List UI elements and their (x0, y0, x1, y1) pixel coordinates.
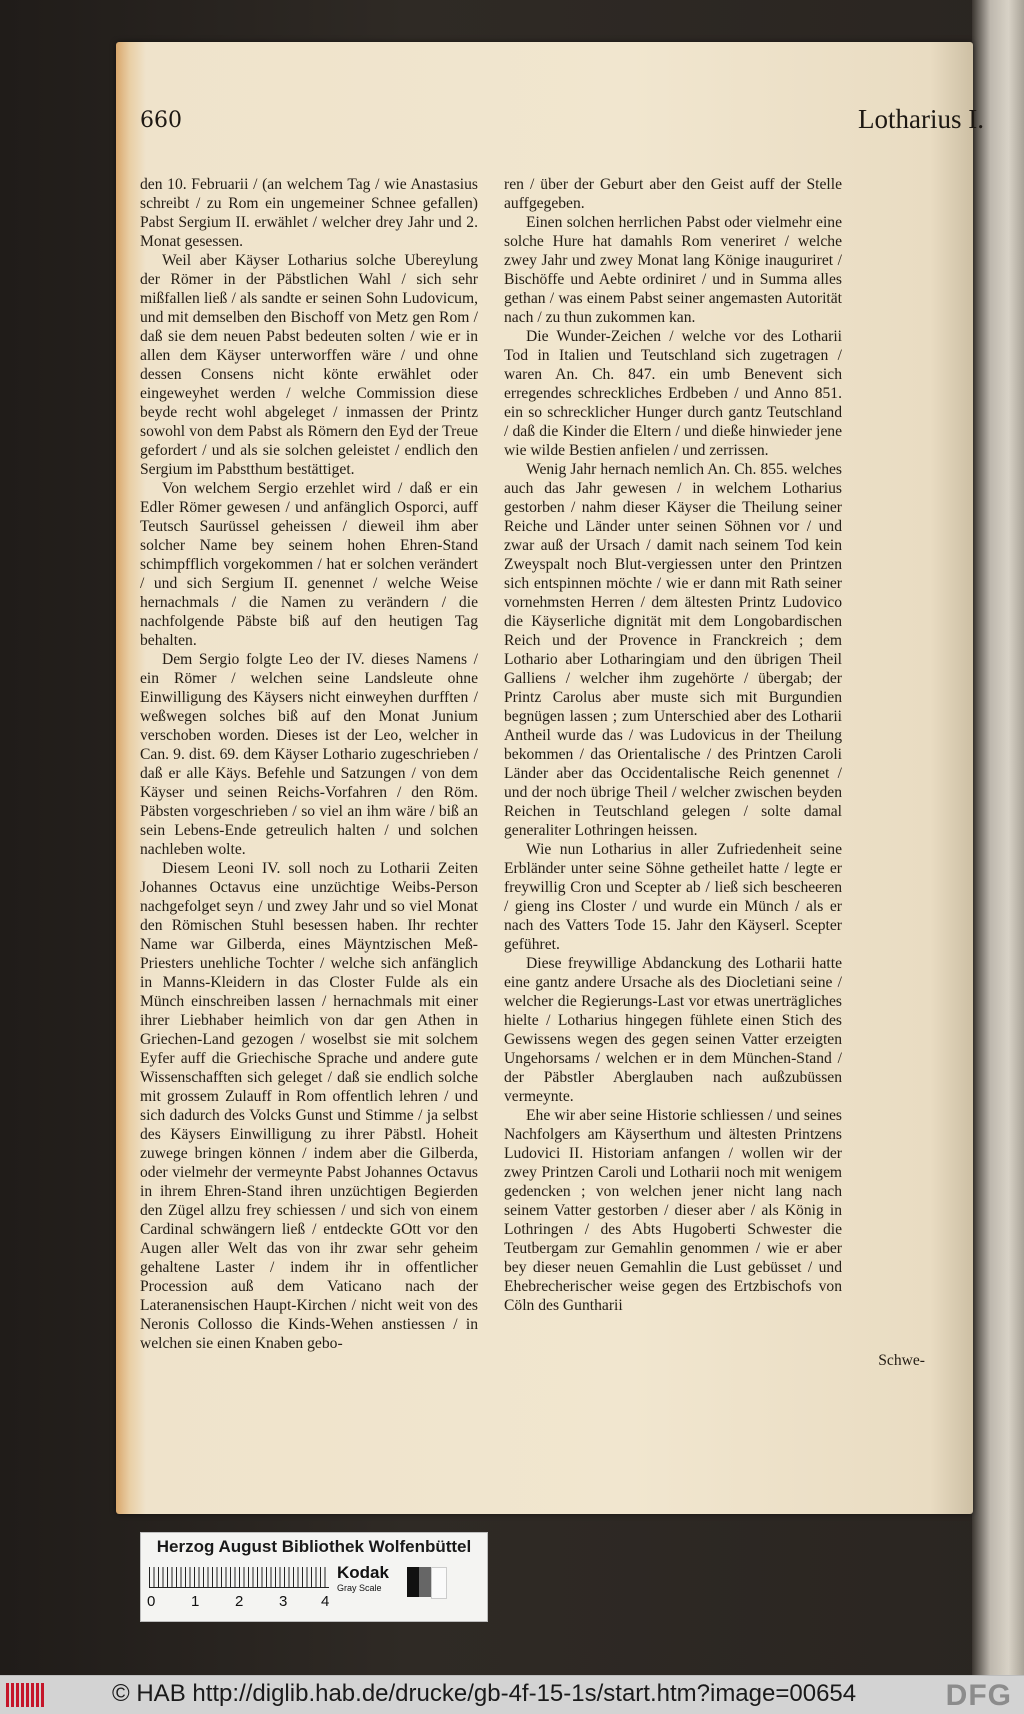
footer-copyright-link[interactable]: © HAB http://diglib.hab.de/drucke/gb-4f-15-1s/start.htm?image=00654 (112, 1680, 857, 1707)
paragraph: Weil aber Käyser Lotharius solche Ubereylung der Römer in der Päbstlichen Wahl / sich sehr mißfallen ließ / als sandte er seinen Sohn Ludovicum, und mit demselben den Bischoff von Metz gen Rom / daß sie dem neuen Pabst bedeuten solten / wie er in allen dem Käyser unterworffen wäre / und ohne dessen Consens nicht könte erwählet oder eingeweyhet werden / welche Commission diese beyde recht wohl abgeleget / inmassen der Printz sowohl von dem Pabst als Römern den Eyd der Treue gefordert / und als sie solchen geleistet / endlich den Sergium im Pabstthum bestättiget. (140, 252, 478, 478)
book-spine-edge (972, 0, 1024, 1675)
right-column (504, 175, 842, 1315)
gray-patch-white (431, 1567, 447, 1599)
left-column (140, 175, 478, 1353)
paragraph: Diese freywillige Abdanckung des Lotharii hatte eine gantz andere Ursache als des Diocletiani seine / welcher die Regierungs-Last vor etwas unerträgliches hielte / Lotharius hingegen fühlete einen Stich des Gewissens wegen des gegen seinen Vatter erzeigten Ungehorsams / welchen er in dem München-Stand / der Päbstler Aberglauben nach außzubüssen vermeynte. (504, 955, 842, 1105)
kodak-brand: Kodak (337, 1563, 389, 1582)
hab-logo-icon (6, 1683, 46, 1707)
paragraph: Ehe wir aber seine Historie schliessen / und seines Nachfolgers am Käyserthum und ältesten Printzens Ludovici II. Historiam anfangen / wollen wir der zwey Printzen Caroli und Lotharii noch mit wenigem gedencken ; von welchen jener nicht lang nach seinem Vatter gestorben / dieser aber / als König in Lothringen / des Abts Hugoberti Schwester die Teutbergam zur Gemahlin genommen / wie er aber bey dieser neuen Gemahlin die Lust gebüsset / und Ehebrecherischer weise gegen des Ertzbischofs von Cöln des Guntharii (504, 1107, 842, 1314)
ruler-number: 0 (147, 1593, 156, 1610)
page-header (140, 104, 984, 144)
ruler-number: 3 (279, 1593, 288, 1610)
ruler-number: 4 (321, 1593, 330, 1610)
footer-bar (0, 1675, 1024, 1714)
paragraph: Einen solchen herrlichen Pabst oder vielmehr eine solche Hure hat damahls Rom veneriret / welche zwey Jahr und zwey Monat lang Könige inauguriret / Bischöffe und Aebte ordiniret / und in Summa alles gethan / was einem Pabst seiner angemasten Autorität nach / zu thun zukommen kan. (504, 214, 842, 326)
paragraph: den 10. Februarii / (an welchem Tag / wie Anastasius schreibt / zu Rom ein ungemeiner Schnee gefallen) Pabst Sergium II. erwählet / welcher drey Jahr und 2. Monat gesessen. (140, 176, 478, 250)
library-name: Herzog August Bibliothek Wolfenbüttel (156, 1537, 472, 1556)
paragraph: ren / über der Geburt aber den Geist auff der Stelle auffgegeben. (504, 176, 842, 212)
paragraph: Diesem Leoni IV. soll noch zu Lotharii Zeiten Johannes Octavus eine unzüchtige Weibs-Person nachgefolget seyn / und zwey Jahr und so viel Monat den Römischen Stuhl besessen haben. Ihr rechter Name war Gilberda, eines Mäyntzischen Meß-Priesters unehliche Tochter / welche sich anfänglich in Manns-Kleidern in das Closter Fulde als ein Münch einschreiben lassen / hernachmals mit einer ihrer Liebhaber heimlich von dar gen Athen in Griechen-Land gezogen / woselbst sie mit solchem Eyfer auff die Griechische Sprache und andere gute Wissenschafften sich geleget / daß sie endlich solche mit grossem Zulauff in Rom offentlich lehren / und sich dadurch des Volcks Gunst und Stimme / ja selbst des Käysers Einwilligung zu ihrer Päbstl. Hoheit zuwege bringen können / indem aber die Gilberda, oder vielmehr der vermeynte Pabst Johannes Octavus in ihrem Ehren-Stand ihren unzüchtigen Begierden den Zügel allzu frey schiessen / und sich von einem Cardinal schwängern ließ / entdeckte GOtt vor den Augen aller Welt das von ihr zwar sehr geheim gehaltene Laster / indem ihr in offentlicher Procession auß dem Vaticano nach der Lateranensischen Haupt-Kirchen / nicht weit von des Neronis Collosso die Kinds-Wehen anstiessen / in welchen sie einen Knaben gebo- (140, 860, 478, 1352)
color-scale-card (140, 1532, 488, 1622)
ruler-scale (149, 1567, 329, 1588)
kodak-label (337, 1563, 401, 1593)
paragraph: Wenig Jahr hernach nemlich An. Ch. 855. welches auch das Jahr gewesen / in welchem Lotharius gestorben / nahm dieser Käyser die Theilung seiner Reiche und Länder unter seinen Söhnen vor / und zwar auß der Ursach / damit nach seinem Tod kein Zweyspalt noch Blut-vergiessen unter den Printzen sich entspinnen möchte / wie er dann mit Rath seiner vornehmsten Herren / dem ältesten Printz Ludovico die Käyserliche dignität mit dem Longobardischen Reich und der Provence in Franckreich ; dem Lothario aber Lotharingiam und den übrigen Theil Galliens / welcher ihm zugehörte / übergab; der Printz Carolus aber muste sich mit Burgundien begnügen lassen ; zum Unterschied aber des Lotharii Antheil wurde das / was Ludovicus in der Theilung bekommen / das Orientalische / des Printzen Caroli Länder aber das Occidentalische Reich genennet / und der noch übrige Theil / welcher zwischen beyden Reichen in Teutschland gelegen / solte damal generaliter Lothringen heissen. (504, 461, 842, 839)
dfg-logo: DFG (945, 1679, 1012, 1712)
gray-patch-dark (419, 1567, 431, 1597)
paragraph: Dem Sergio folgte Leo der IV. dieses Namens / ein Römer / welchen seine Landsleute ohne Einwilligung des Käysers nicht einweyhen durfften / weßwegen solches biß auf den Monat Junium verschoben worden. Dieses ist der Leo, welcher in Can. 9. dist. 69. dem Käyser Lothario zugeschrieben / daß er alle Käys. Befehle und Satzungen / von dem Käyser und seinen Reichs-Vorfahren / den Röm. Päbsten vorgeschrieben / so viel an ihm wäre / biß an sein Lebens-Ende getreulich halten / und solchen nachleben wolte. (140, 651, 478, 858)
paragraph: Wie nun Lotharius in aller Zufriedenheit seine Erbländer unter seine Söhne getheilet hatte / legte er freywillig Cron und Scepter ab / ließ sich bescheeren / gieng ins Closter / und wurde ein Münch / als er nach des Vatters Tode 15. Jahr den Käyserl. Scepter geführet. (504, 841, 842, 953)
ruler-number: 1 (191, 1593, 200, 1610)
gray-scale-label: Gray Scale (337, 1583, 382, 1593)
paragraph: Die Wunder-Zeichen / welche vor des Lotharii Tod in Italien und Teutschland sich zugetragen / waren An. Ch. 847. ein umb Benevent sich erregendes schreckliches Erdbeben / und Anno 851. ein so schrecklicher Hunger durch gantz Teutschland / daß die Kinder die Eltern / und dieße hinwieder jene wie wilde Bestien anfielen / und zerrissen. (504, 328, 842, 459)
page-number: 660 (140, 108, 182, 133)
running-title: Lotharius I. (858, 104, 984, 134)
catchword: Schwe- (878, 1352, 925, 1369)
gray-patch-black (407, 1567, 419, 1597)
ruler-number: 2 (235, 1593, 244, 1610)
paragraph: Von welchem Sergio erzehlet wird / daß er ein Edler Römer gewesen / und anfänglich Osporci, auff Teutsch Saurüssel geheissen / dieweil ihm aber solcher Name bey seinem hohen Ehren-Stand schimpfflich vorgekommen / hat er solchen verändert / und sich Sergium II. genennet / welche Weise hernachmals / die Namen zu verändern / die nachfolgende Päbste biß auf den heutigen Tag behalten. (140, 480, 478, 649)
